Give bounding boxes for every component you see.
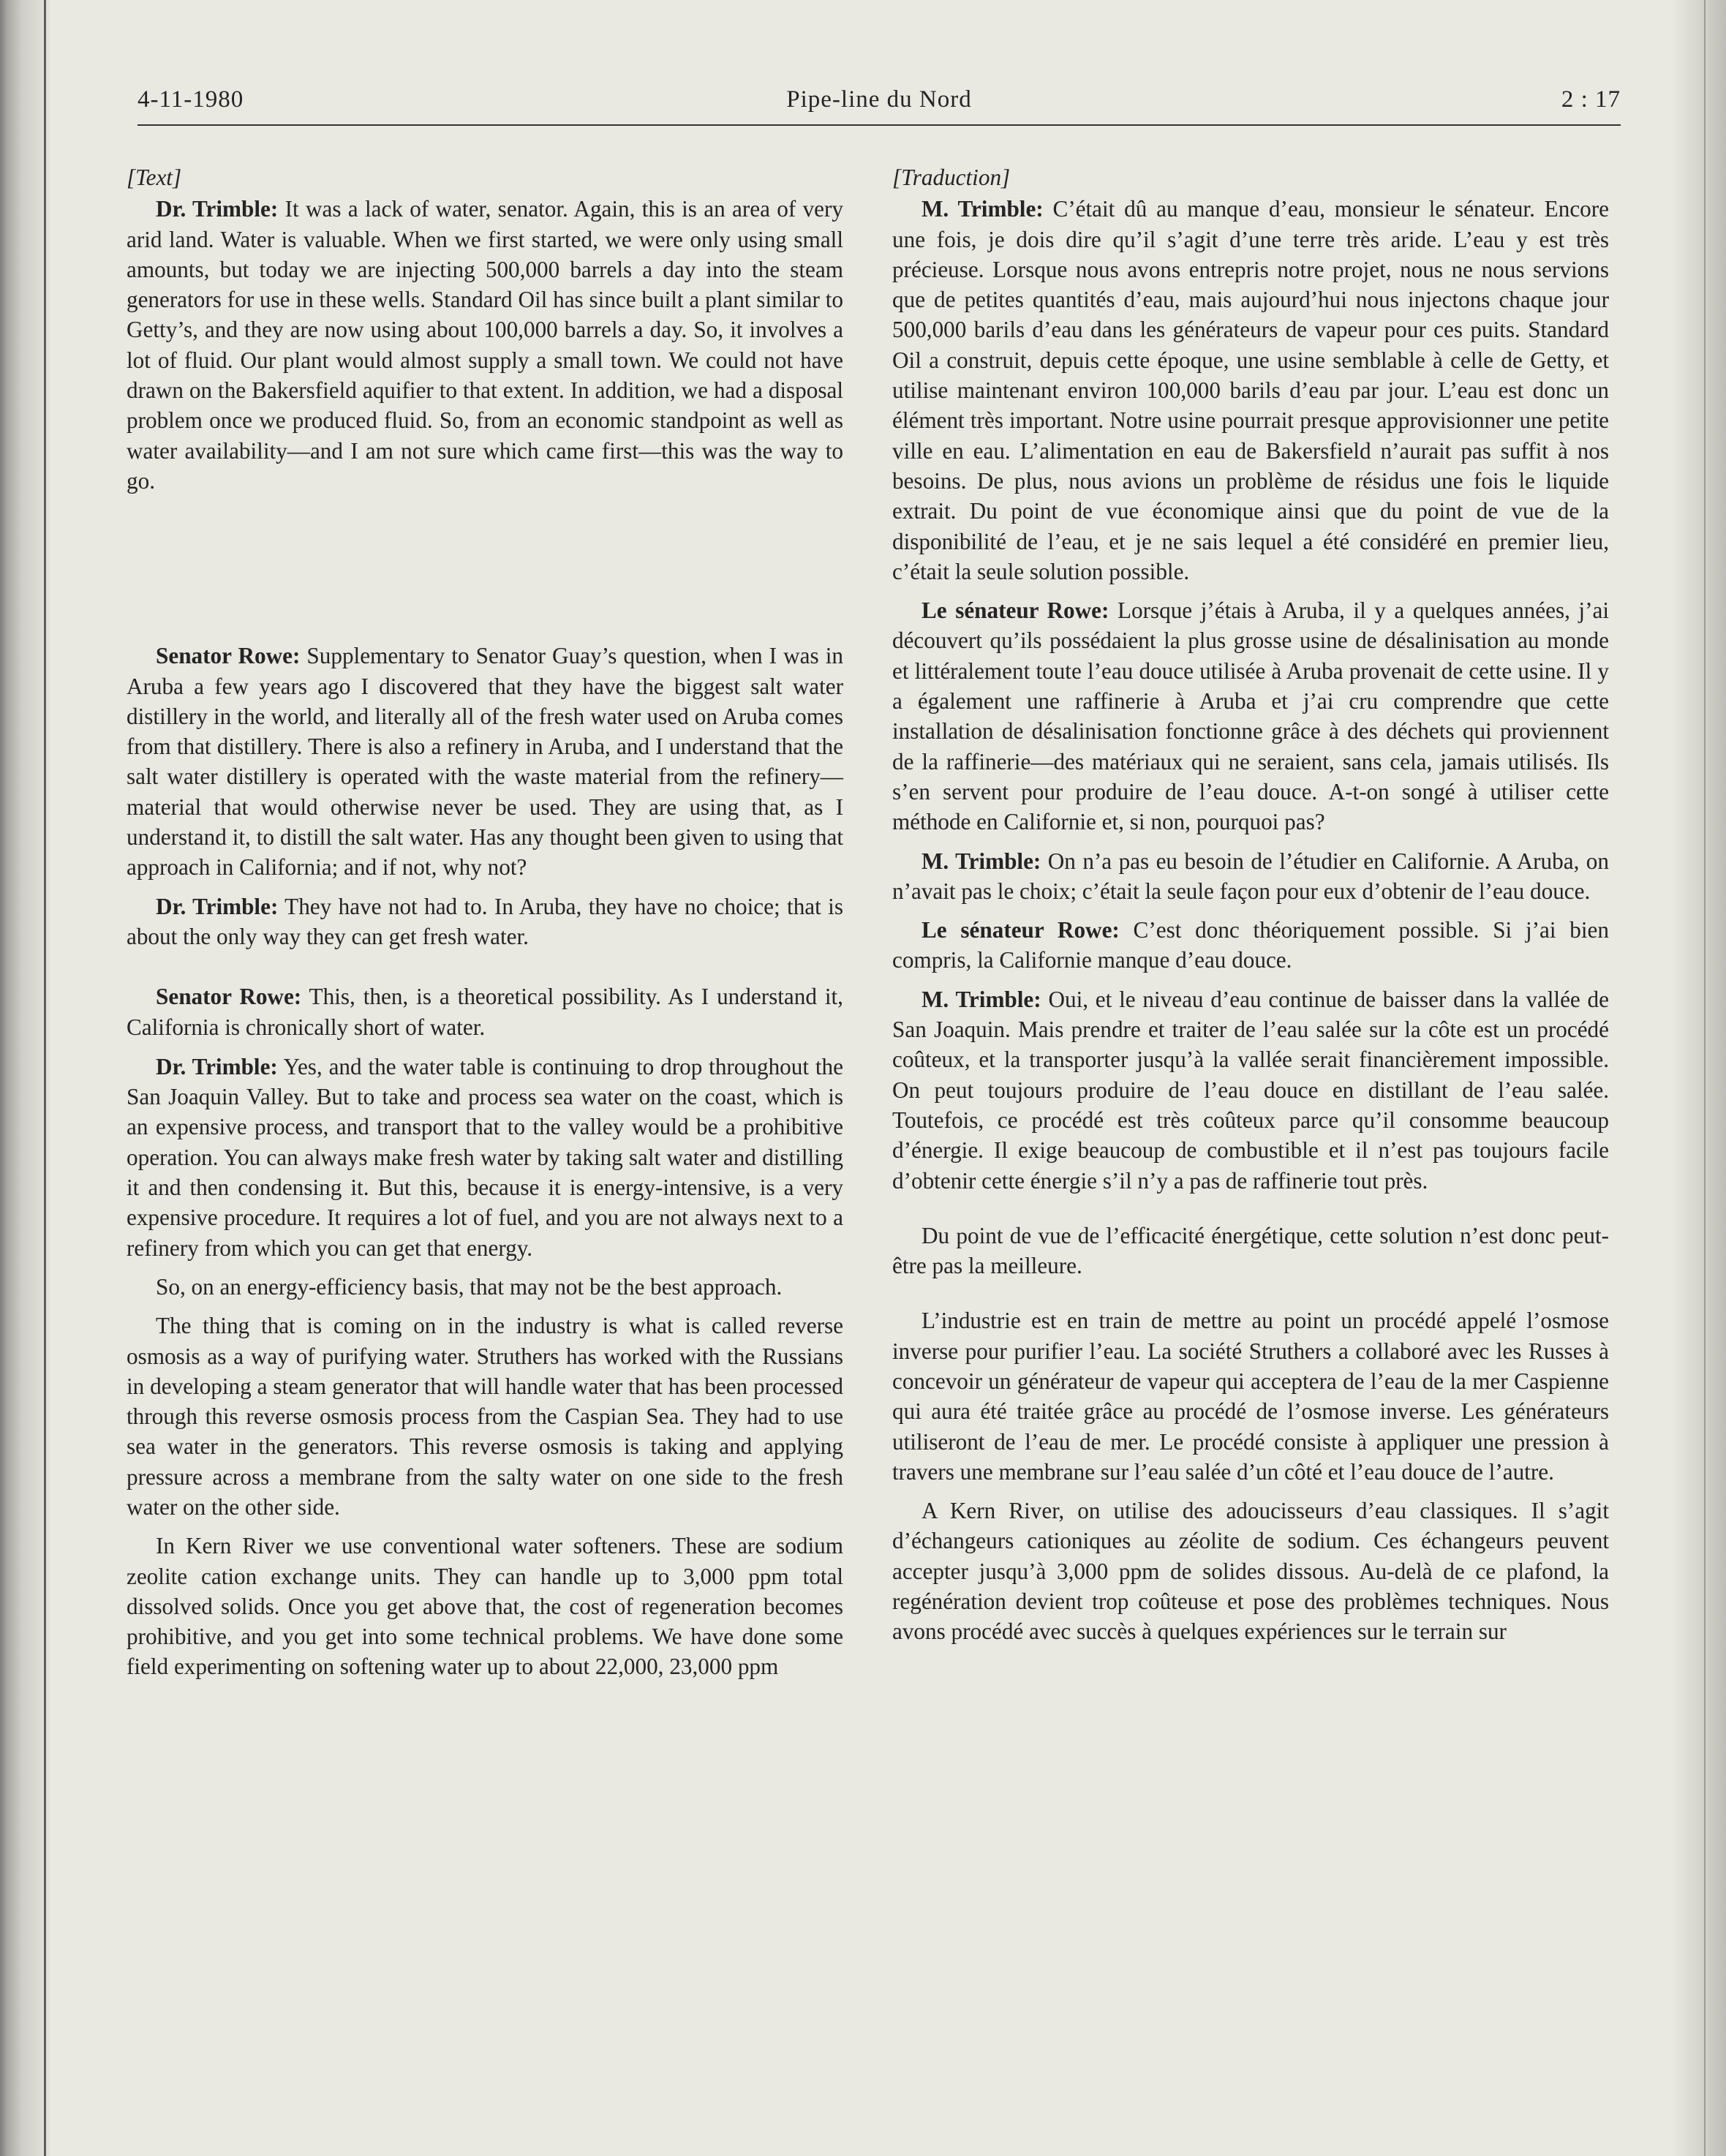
page-edge-shadow <box>1672 0 1726 2156</box>
header-rule <box>137 124 1621 126</box>
speaker-name: M. Trimble: <box>922 986 1041 1012</box>
paragraph: L’industrie est en train de mettre au point un procédé appelé l’osmose inverse pour purifier l’eau. La société Struthers a collaboré avec les Russes à concevoir un générateur de vapeur qui acceptera de l’eau de la mer Caspienne qui aura été traitée grâce au procédé de l’osmose inverse. Les générateurs utiliseront de l’eau de mer. Le procédé consiste à appliquer une pression à travers une membrane sur l’eau salée d’un côté et l’eau douce de l’autre. <box>892 1308 1609 1485</box>
section-label: [Traduction] <box>892 165 1011 190</box>
speaker-name: Le sénateur Rowe: <box>922 917 1120 943</box>
paragraph <box>127 981 843 1042</box>
paragraph <box>127 1052 843 1263</box>
speaker-name: Dr. Trimble: <box>156 1053 278 1079</box>
french-column <box>892 162 1609 1647</box>
binding-spine <box>0 0 50 2156</box>
header-title: Pipe-line du Nord <box>786 86 972 113</box>
speech-text: It was a lack of water, senator. Again, this is an area of very arid land. Water is valuable. When we first started, we were only using small amounts, but today we are injecting 500,000 barrels a day into the steam generators for use in these wells. Standard Oil has since built a plant similar to Getty’s, and they are now using about 100,000 barrels a day. So, it involves a lot of fluid. Our plant would almost supply a small town. We could not have drawn on the Bakersfield aquifier to that extent. In addition, we had a disposal problem once we produced fluid. So, from an economic standpoint as well as water availability—and I am not sure which came first—this was the way to go. <box>127 196 843 494</box>
page-edge-line <box>1704 0 1706 2156</box>
binding-edge <box>44 0 46 2156</box>
paragraph <box>127 194 843 496</box>
speaker-name: Senator Rowe: <box>156 984 302 1010</box>
speech-text: Oui, et le niveau d’eau continue de baisser dans la vallée de San Joaquin. Mais prendre et traiter de l’eau salée sur la côte est un procédé coûteux, et la transporter jusqu’à la vallée serait financièrement impossible. On peut toujours produire de l’eau douce en distillant de l’eau salée. Toutefois, ce procédé est très coûteux parce qu’il consomme beaucoup d’énergie. Il exige beaucoup de combustible et il n’est pas toujours facile d’obtenir cette énergie s’il n’y a pas de raffinerie tout près. <box>892 986 1609 1194</box>
paragraph <box>892 595 1609 837</box>
speaker-name: M. Trimble: <box>922 848 1041 874</box>
speech-text: C’était dû au manque d’eau, monsieur le sénateur. Encore une fois, je dois dire qu’il s’agit d’une terre très aride. L’eau y est très précieuse. Lorsque nous avons entrepris notre projet, nous ne nous servions que de petites quantités d’eau, mais aujourd’hui nous injectons chaque jour 500,000 barils d’eau dans les générateurs de vapeur pour ces puits. Standard Oil a construit, depuis cette époque, une usine semblable à celle de Getty, et utilise maintenant environ 100,000 barils d’eau par jour. L’eau est donc un élément très important. Notre usine pourrait presque approvisionner une petite ville en eau. L’alimentation en eau de Bakersfield n’aurait pas suffit à nos besoins. De plus, nous avions un problème de résidus une fois le liquide extrait. Du point de vue économique ainsi que du point de vue de la disponibilité de l’eau, et je ne sais lequel a été considéré en premier lieu, c’était la seule solution possible. <box>892 196 1609 584</box>
speaker-name: Senator Rowe: <box>156 643 301 669</box>
speaker-name: Dr. Trimble: <box>156 893 279 919</box>
header-page-number: 2 : 17 <box>1561 86 1621 113</box>
paragraph: Du point de vue de l’efficacité énergétique, cette solution n’est donc peut-être pas la meilleure. <box>892 1222 1609 1279</box>
speech-text: C’est donc théoriquement possible. Si j’ai bien compris, la Californie manque d’eau douce. <box>892 917 1609 973</box>
paragraph <box>892 846 1609 907</box>
speaker-name: M. Trimble: <box>922 196 1044 222</box>
speech-text: Yes, and the water table is continuing to drop throughout the San Joaquin Valley. But to take and process sea water on the coast, which is an expensive process, and transport that to the valley would be a prohibitive operation. You can always make fresh water by taking salt water and distilling it and then condensing it. But this, because it is energy-intensive, is a very expensive procedure. It requires a lot of fuel, and you are not always next to a refinery from which you can get that energy. <box>127 1053 843 1261</box>
paragraph <box>892 194 1609 587</box>
speech-text: Supplementary to Senator Guay’s question, when I was in Aruba a few years ago I discovered that they have the biggest salt water distillery in the world, and literally all of the fresh water used on Aruba comes from that distillery. There is also a refinery in Aruba, and I understand that the salt water distillery is operated with the waste material from the refinery—material that would otherwise never be used. They are using that, as I understand it, to distill the salt water. Has any thought been given to using that approach in California; and if not, why not? <box>127 643 843 881</box>
paragraph: A Kern River, on utilise des adoucisseurs d’eau classiques. Il s’agit d’échangeurs cationiques au zéolite de sodium. Ces échangeurs peuvent accepter jusqu’à 3,000 ppm de solides dissous. Au-delà de ce plafond, la regénération devient trop coûteuse et pose des problèmes techniques. Nous avons procédé avec succès à quelques expériences sur le terrain sur <box>892 1498 1609 1645</box>
paragraph: In Kern River we use conventional water softeners. These are sodium zeolite cation exchange units. They can handle up to 3,000 ppm total dissolved solids. Once you get above that, the cost of regeneration becomes prohibitive, and you get into some technical problems. We have done some field experimenting on softening water up to about 22,000, 23,000 ppm <box>127 1533 843 1680</box>
speaker-name: Le sénateur Rowe: <box>922 598 1109 624</box>
page-header <box>137 86 1621 123</box>
paragraph <box>127 641 843 882</box>
speech-text: They have not had to. In Aruba, they have no choice; that is about the only way they can get fresh water. <box>127 893 843 949</box>
speech-text: On n’a pas eu besoin de l’étudier en Californie. A Aruba, on n’avait pas le choix; c’était la seule façon pour eux d’obtenir de l’eau douce. <box>892 848 1609 904</box>
paragraph <box>127 892 843 952</box>
header-date: 4-11-1980 <box>137 86 244 113</box>
speech-text: Lorsque j’étais à Aruba, il y a quelques années, j’ai découvert qu’ils possédaient la plus grosse usine de désalinisation au monde et littéralement toute l’eau douce utilisée à Aruba provenait de cette usine. Il y a également une raffinerie à Aruba et j’ai cru comprendre que cette installation de désalinisation fonctionne grâce à des déchets qui proviennent de la raffinerie—des matériaux qui ne seraient, sans cela, jamais utilisés. Ils s’en servent pour produire de l’eau douce. A-t-on songé à utiliser cette méthode en Californie et, si non, pourquoi pas? <box>892 598 1609 835</box>
paragraph: So, on an energy-efficiency basis, that may not be the best approach. <box>156 1273 783 1300</box>
paragraph: The thing that is coming on in the industry is what is called reverse osmosis as a way of purifying water. Struthers has worked with the Russians in developing a steam generator that will handle water that has been processed through this reverse osmosis process from the Caspian Sea. They had to use sea water in the generators. This reverse osmosis is taking and applying pressure across a membrane from the salty water on one side to the fresh water on the other side. <box>127 1313 843 1520</box>
english-column <box>127 162 843 1682</box>
speaker-name: Dr. Trimble: <box>156 196 279 222</box>
speech-text: This, then, is a theoretical possibility. As I understand it, California is chronically short of water. <box>127 984 843 1040</box>
paragraph <box>892 984 1609 1196</box>
paragraph <box>892 915 1609 976</box>
section-label: [Text] <box>127 165 182 190</box>
